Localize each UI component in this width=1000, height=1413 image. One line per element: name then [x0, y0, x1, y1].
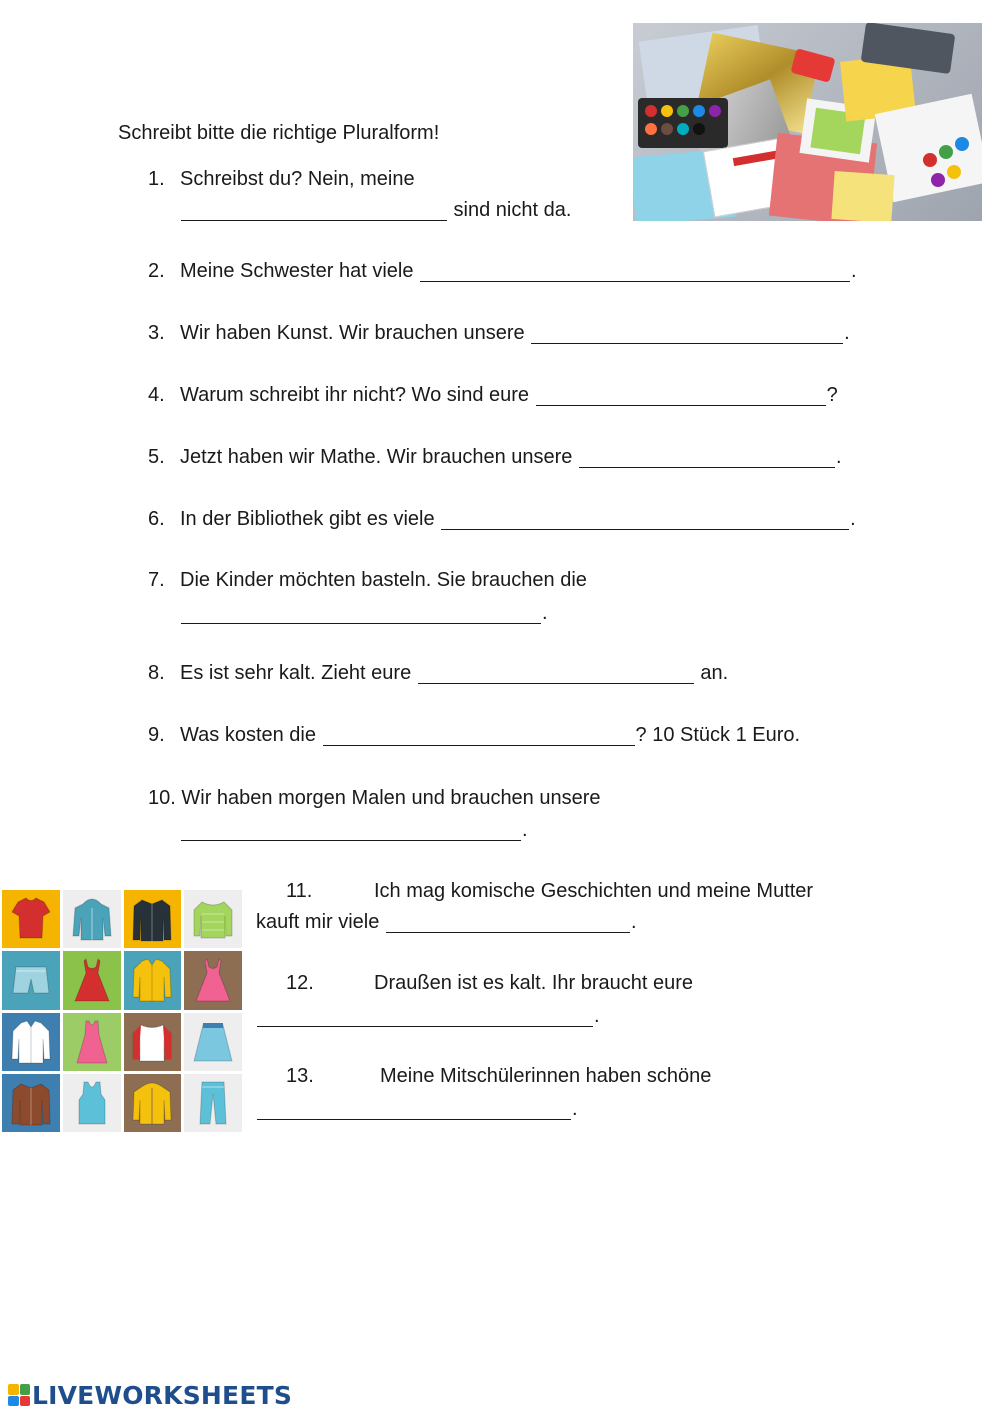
clothing-tile [63, 1074, 121, 1132]
item-11-text-line2: kauft mir viele [256, 911, 385, 933]
item-4-number: 4. [148, 384, 165, 406]
item-4-after: ? [826, 384, 838, 406]
item-1-number: 1. [148, 168, 165, 190]
item-11-number: 11. [286, 880, 313, 902]
clothing-tile [2, 1013, 60, 1071]
clothing-tile [2, 1074, 60, 1132]
item-13-number: 13. [286, 1065, 314, 1087]
item-3-line [180, 321, 850, 345]
school-supplies-photo [633, 23, 982, 221]
answer-input-5[interactable] [579, 447, 835, 468]
coat-icon [127, 894, 177, 944]
tshirt-icon [6, 894, 56, 944]
item-1-after: sind nicht da. [448, 199, 572, 221]
clothing-tile [184, 951, 242, 1009]
item-8-number: 8. [148, 662, 165, 684]
item-13-text: Meine Mitschülerinnen haben schöne [380, 1065, 712, 1087]
item-3-text: Wir haben Kunst. Wir brauchen unsere [180, 322, 531, 344]
item-2-line [180, 259, 857, 283]
item-11-text: Ich mag komische Geschichten und meine Mutter [374, 880, 814, 902]
item-2-after: . [851, 260, 857, 282]
item-10-after: . [522, 819, 528, 841]
item-1-text: Schreibst du? Nein, meine [180, 168, 415, 190]
dress-icon [67, 955, 117, 1005]
clothing-image-grid [2, 890, 242, 1132]
item-10-line [148, 786, 601, 810]
clothing-tile [63, 951, 121, 1009]
answer-input-9[interactable] [323, 725, 635, 746]
clothing-tile [2, 890, 60, 948]
item-1-line [180, 198, 571, 222]
answer-input-7[interactable] [181, 603, 541, 624]
clothing-tile [124, 1074, 182, 1132]
item-5-after: . [835, 446, 842, 468]
item-8-text: Es ist sehr kalt. Zieht eure [180, 662, 417, 684]
shirt-icon [6, 1017, 56, 1067]
item-6-after: . [850, 508, 856, 530]
item-5-number: 5. [148, 446, 165, 468]
item-2-text: Meine Schwester hat viele [180, 260, 420, 282]
item-7-text: Die Kinder möchten basteln. Sie brauchen die [180, 569, 587, 591]
answer-input-6[interactable] [441, 509, 849, 530]
item-8-line [180, 661, 728, 685]
trousers-icon [188, 1078, 238, 1128]
tank-top-icon [67, 1078, 117, 1128]
clothing-tile [124, 1013, 182, 1071]
item-12-number: 12. [286, 972, 314, 994]
item-12-line [256, 1004, 600, 1028]
item-9-text: Was kosten die [180, 724, 322, 746]
item-11-after: . [630, 911, 637, 933]
item-7-line [180, 601, 548, 625]
answer-input-13[interactable] [257, 1099, 571, 1120]
clothing-tile [184, 1074, 242, 1132]
clothing-tile [124, 890, 182, 948]
jacket-icon [127, 1078, 177, 1128]
item-3-after: . [844, 322, 850, 344]
answer-input-12[interactable] [257, 1006, 593, 1027]
shorts-icon [6, 955, 56, 1005]
hoodie-icon [67, 894, 117, 944]
item-11-line [256, 910, 637, 934]
answer-input-2[interactable] [420, 261, 850, 282]
answer-input-11[interactable] [386, 912, 630, 933]
item-5-text: Jetzt haben wir Mathe. Wir brauchen unsere [180, 446, 578, 468]
item-6-text: In der Bibliothek gibt es viele [180, 508, 441, 530]
answer-input-10[interactable] [181, 820, 521, 841]
item-12-after: . [594, 1005, 600, 1027]
clothing-tile [184, 890, 242, 948]
skirt-icon [188, 1017, 238, 1067]
clothing-tile [63, 1013, 121, 1071]
item-10-number: 10. [148, 787, 176, 809]
clothing-tile [2, 951, 60, 1009]
item-9-after: ? 10 Stück 1 Euro. [635, 724, 801, 746]
item-6-number: 6. [148, 508, 165, 530]
item-13-after: . [572, 1098, 578, 1120]
item-10-text: Wir haben morgen Malen und brauchen unsere [181, 787, 601, 809]
item-5-line [180, 445, 842, 469]
liveworksheets-logo [8, 1382, 292, 1408]
item-3-number: 3. [148, 322, 165, 344]
clothing-tile [124, 951, 182, 1009]
sweater-icon [188, 894, 238, 944]
item-9-number: 9. [148, 724, 165, 746]
item-12-text: Draußen ist es kalt. Ihr braucht eure [374, 972, 694, 994]
item-2-number: 2. [148, 260, 165, 282]
item-8-after: an. [694, 662, 729, 684]
item-6-line [180, 507, 856, 531]
item-7-after: . [542, 602, 548, 624]
liveworksheets-logo-icon [8, 1384, 30, 1406]
item-4-line [180, 383, 838, 407]
clothing-tile [63, 890, 121, 948]
item-4-text: Warum schreibt ihr nicht? Wo sind eure [180, 384, 535, 406]
coat-icon [6, 1078, 56, 1128]
answer-input-8[interactable] [418, 663, 694, 684]
item-13-line [256, 1097, 578, 1121]
liveworksheets-logo-text: LIVEWORKSHEETS [32, 1380, 293, 1410]
clothing-tile [184, 1013, 242, 1071]
dress-icon [188, 955, 238, 1005]
answer-input-1[interactable] [181, 200, 447, 221]
instruction-text: Schreibt bitte die richtige Pluralform! [118, 122, 440, 144]
raglan-shirt-icon [127, 1017, 177, 1067]
item-10-answer-line [180, 818, 528, 842]
answer-input-3[interactable] [531, 323, 843, 344]
shirt-icon [127, 955, 177, 1005]
tank-dress-icon [67, 1017, 117, 1067]
answer-input-4[interactable] [536, 385, 826, 406]
item-9-line [180, 723, 800, 747]
item-7-number: 7. [148, 569, 165, 591]
